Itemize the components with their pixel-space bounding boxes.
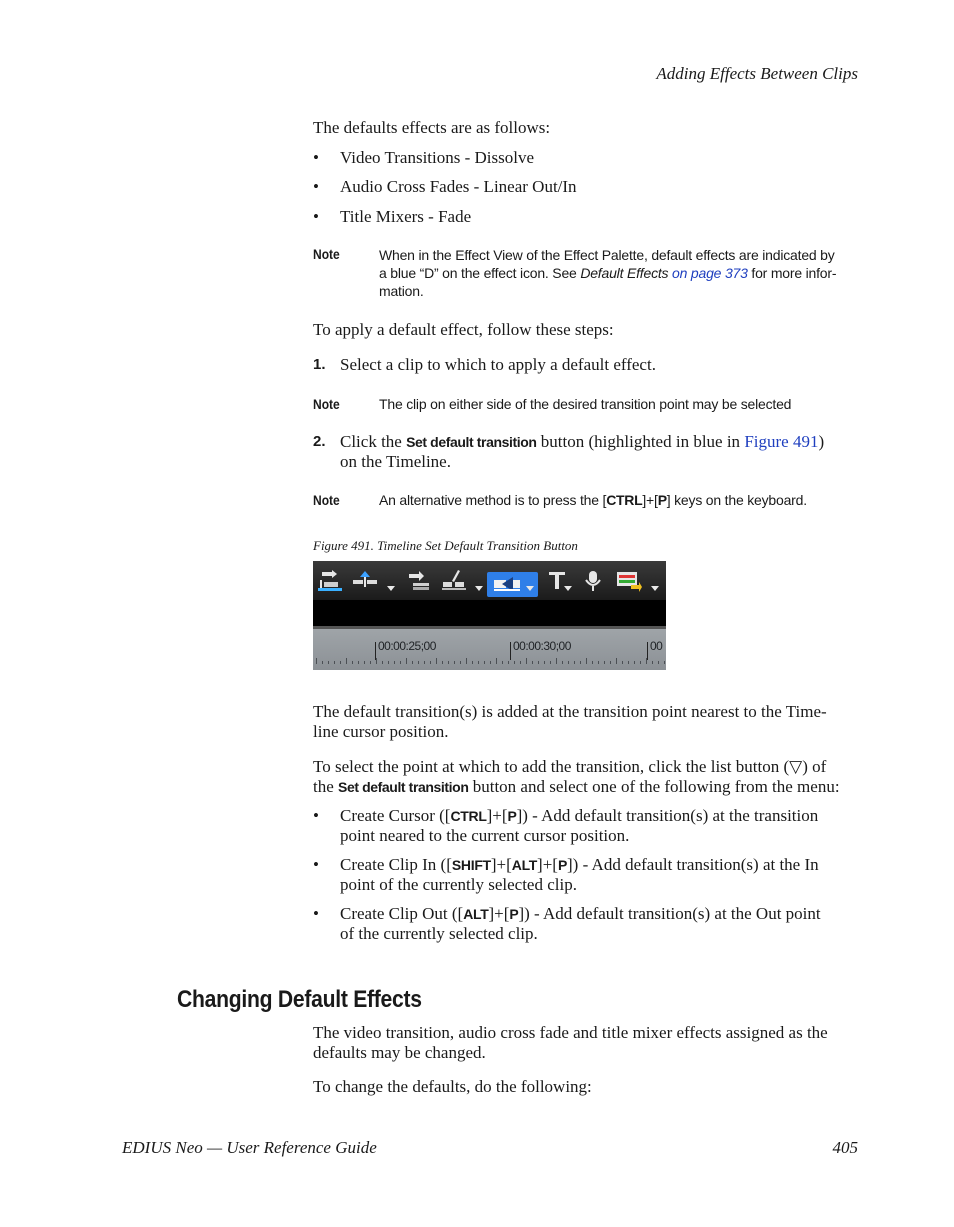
ruler-tick [586, 658, 587, 664]
ruler-tick [418, 661, 419, 664]
ruler-tick [562, 661, 563, 664]
note-effect-view [379, 246, 849, 300]
chevron-down-icon[interactable] [564, 586, 572, 591]
ruler-tick [490, 661, 491, 664]
chevron-down-icon[interactable] [387, 586, 395, 591]
timeline-toolbar [313, 561, 666, 600]
key-ctrl: CTRL [606, 492, 643, 508]
footer-title: EDIUS Neo — User Reference Guide [122, 1138, 377, 1157]
ruler-tick [622, 661, 623, 664]
item-text: Create Clip Out ([ [340, 904, 464, 923]
item-text: ]) - Add default transition(s) at the Out point [518, 904, 821, 923]
ruler-tick [364, 661, 365, 664]
note-label: Note [313, 246, 340, 262]
list-item-create-clip-in [340, 855, 860, 895]
item-text: Create Clip In ([ [340, 855, 452, 874]
note-line: mation. [379, 283, 424, 299]
steps-intro: To apply a default effect, follow these steps: [313, 320, 614, 339]
ruler-tick [316, 658, 317, 664]
note-keyboard [379, 491, 807, 509]
ruler-tick [448, 661, 449, 664]
bullet: • [313, 177, 319, 196]
item-text: Create Cursor ([ [340, 806, 451, 825]
bullet: • [313, 806, 319, 825]
bullet: • [313, 904, 319, 923]
item-text: point neared to the current cursor position. [340, 826, 630, 845]
ruler-tick [484, 661, 485, 664]
bullet: • [313, 855, 319, 874]
note-line [379, 264, 849, 282]
page-number: 405 [832, 1138, 858, 1157]
ruler-tick [610, 661, 611, 664]
ruler-tick [664, 661, 665, 664]
note-text: ]+[ [642, 492, 658, 508]
ruler-tick [646, 658, 647, 664]
ruler-tick [382, 661, 383, 664]
item-text: of the currently selected clip. [340, 924, 538, 943]
key-alt: ALT [463, 906, 489, 922]
item-text: ]+[ [490, 855, 512, 874]
ruler-tick [616, 658, 617, 664]
output-icon[interactable] [615, 568, 643, 594]
note-line: When in the Effect View of the Effect Palette, default effects are indicated by [379, 247, 835, 263]
ruler-marker [647, 642, 648, 660]
swap-icon[interactable] [405, 568, 433, 594]
ruler-tick [436, 658, 437, 664]
step-text: ) [818, 432, 825, 451]
ruler-tick [514, 661, 515, 664]
ruler-tick [376, 658, 377, 664]
ruler-tick [322, 661, 323, 664]
timeline-ruler[interactable] [313, 629, 666, 670]
ruler-tick [424, 661, 425, 664]
bullet: • [313, 207, 319, 226]
set-default-transition-button[interactable] [487, 572, 538, 597]
item-text: ]+[ [486, 806, 508, 825]
ruler-tick [640, 661, 641, 664]
section-paragraph-2: To change the defaults, do the following: [313, 1077, 592, 1096]
item-text: ]+[ [537, 855, 558, 874]
ruler-tick [550, 661, 551, 664]
ruler-tick [466, 658, 467, 664]
microphone-icon[interactable] [582, 568, 604, 594]
note-text: for more infor- [747, 265, 837, 281]
list-item: Title Mixers - Fade [340, 207, 472, 226]
ruler-tick [508, 661, 509, 664]
ruler-tick [520, 661, 521, 664]
ruler-tick [658, 661, 659, 664]
item-text: ]) - Add default transition(s) at the transition [516, 806, 819, 825]
note-clip-selection: The clip on either side of the desired transition point may be selected [379, 396, 792, 412]
paragraph-text: button and select one of the following from the menu: [468, 777, 840, 796]
list-item-create-clip-out [340, 904, 860, 944]
ui-term: Set default transition [406, 434, 537, 450]
ruler-tick [352, 661, 353, 664]
ruler-tick [400, 661, 401, 664]
paragraph-line: The video transition, audio cross fade and title mixer effects assigned as the [313, 1023, 828, 1042]
paragraph-transition-added [313, 702, 873, 742]
step-number: 2. [313, 433, 326, 450]
key-shift: SHIFT [451, 857, 491, 873]
ruler-tick [538, 661, 539, 664]
ruler-tick [604, 661, 605, 664]
ruler-tick [598, 661, 599, 664]
item-text: ]) - Add default transition(s) at the In [567, 855, 819, 874]
item-text: point of the currently selected clip. [340, 875, 577, 894]
step-1-text: Select a clip to which to apply a default effect. [340, 355, 656, 374]
chevron-down-icon[interactable] [651, 586, 659, 591]
ruler-tick [454, 661, 455, 664]
ruler-tick [532, 661, 533, 664]
ruler-tick [412, 661, 413, 664]
ruler-tick [388, 661, 389, 664]
ruler-tick [334, 661, 335, 664]
ruler-tick [478, 661, 479, 664]
bullet: • [313, 148, 319, 167]
section-heading: Changing Default Effects [177, 986, 422, 1013]
ruler-tick [526, 658, 527, 664]
ruler-tick [328, 661, 329, 664]
chevron-down-icon[interactable] [526, 586, 534, 591]
step-text: button (highlighted in blue in [536, 432, 745, 451]
ripple-mode-icon[interactable] [316, 568, 344, 594]
ruler-marker [510, 642, 511, 660]
item-text: ]+[ [488, 904, 510, 923]
default-effects-ref: Default Effects [580, 265, 669, 281]
paragraph-line: defaults may be changed. [313, 1043, 486, 1062]
intro-text: The defaults effects are as follows: [313, 118, 551, 137]
ruler-tick [574, 661, 575, 664]
paragraph-text: the [313, 777, 339, 796]
ruler-tick [496, 658, 497, 664]
marker-icon[interactable] [351, 568, 379, 594]
ruler-tick [556, 658, 557, 664]
timecode-label: 00:00:30;00 [513, 639, 571, 653]
step-text: on the Timeline. [340, 452, 451, 471]
chevron-down-icon[interactable] [475, 586, 483, 591]
step-number: 1. [313, 356, 326, 373]
split-icon[interactable] [440, 568, 468, 594]
step-text: Click the [340, 432, 407, 451]
ruler-tick [652, 661, 653, 664]
timecode-label: 00 [650, 639, 663, 653]
list-item-create-cursor [340, 806, 860, 846]
ruler-tick [394, 661, 395, 664]
timeline-figure [313, 561, 666, 670]
key-p: P [557, 857, 568, 873]
ruler-tick [430, 661, 431, 664]
key-p: P [509, 906, 519, 922]
ruler-tick [346, 658, 347, 664]
ui-term: Set default transition [338, 779, 469, 795]
list-item: Audio Cross Fades - Linear Out/In [340, 177, 577, 196]
paragraph-line: line cursor position. [313, 722, 449, 741]
ruler-tick [358, 661, 359, 664]
section-paragraph [313, 1023, 873, 1063]
ruler-tick [370, 661, 371, 664]
ruler-tick [628, 661, 629, 664]
key-ctrl: CTRL [450, 808, 487, 824]
ruler-tick [442, 661, 443, 664]
ruler-tick [340, 661, 341, 664]
note-label: Note [313, 396, 340, 412]
running-title: Adding Effects Between Clips [656, 64, 858, 83]
timeline-track-area [313, 600, 666, 626]
ruler-tick [544, 661, 545, 664]
paragraph-select-point [313, 757, 873, 797]
note-text: ] keys on the keyboard. [666, 492, 807, 508]
ruler-tick [472, 661, 473, 664]
ruler-tick [406, 658, 407, 664]
note-label: Note [313, 492, 340, 508]
key-p: P [657, 492, 667, 508]
note-text: a blue “D” on the effect icon. See [379, 265, 581, 281]
ruler-tick [568, 661, 569, 664]
step-2-text [340, 432, 860, 472]
note-text: An alternative method is to press the [ [379, 492, 607, 508]
ruler-tick [580, 661, 581, 664]
ruler-tick [460, 661, 461, 664]
set-default-transition-icon [493, 574, 521, 594]
ruler-tick [634, 661, 635, 664]
paragraph-line: To select the point at which to add the transition, click the list button (▽) of [313, 757, 827, 776]
ruler-tick [592, 661, 593, 664]
ruler-tick [502, 661, 503, 664]
list-item: Video Transitions - Dissolve [340, 148, 535, 167]
paragraph-line: The default transition(s) is added at the transition point nearest to the Time- [313, 702, 827, 721]
figure-caption: Figure 491. Timeline Set Default Transition Button [313, 538, 578, 553]
figure-491-link[interactable]: Figure 491 [744, 432, 819, 451]
timecode-label: 00:00:25;00 [378, 639, 436, 653]
key-alt: ALT [511, 857, 538, 873]
page-373-link[interactable]: on page 373 [668, 265, 748, 281]
key-p: P [507, 808, 517, 824]
